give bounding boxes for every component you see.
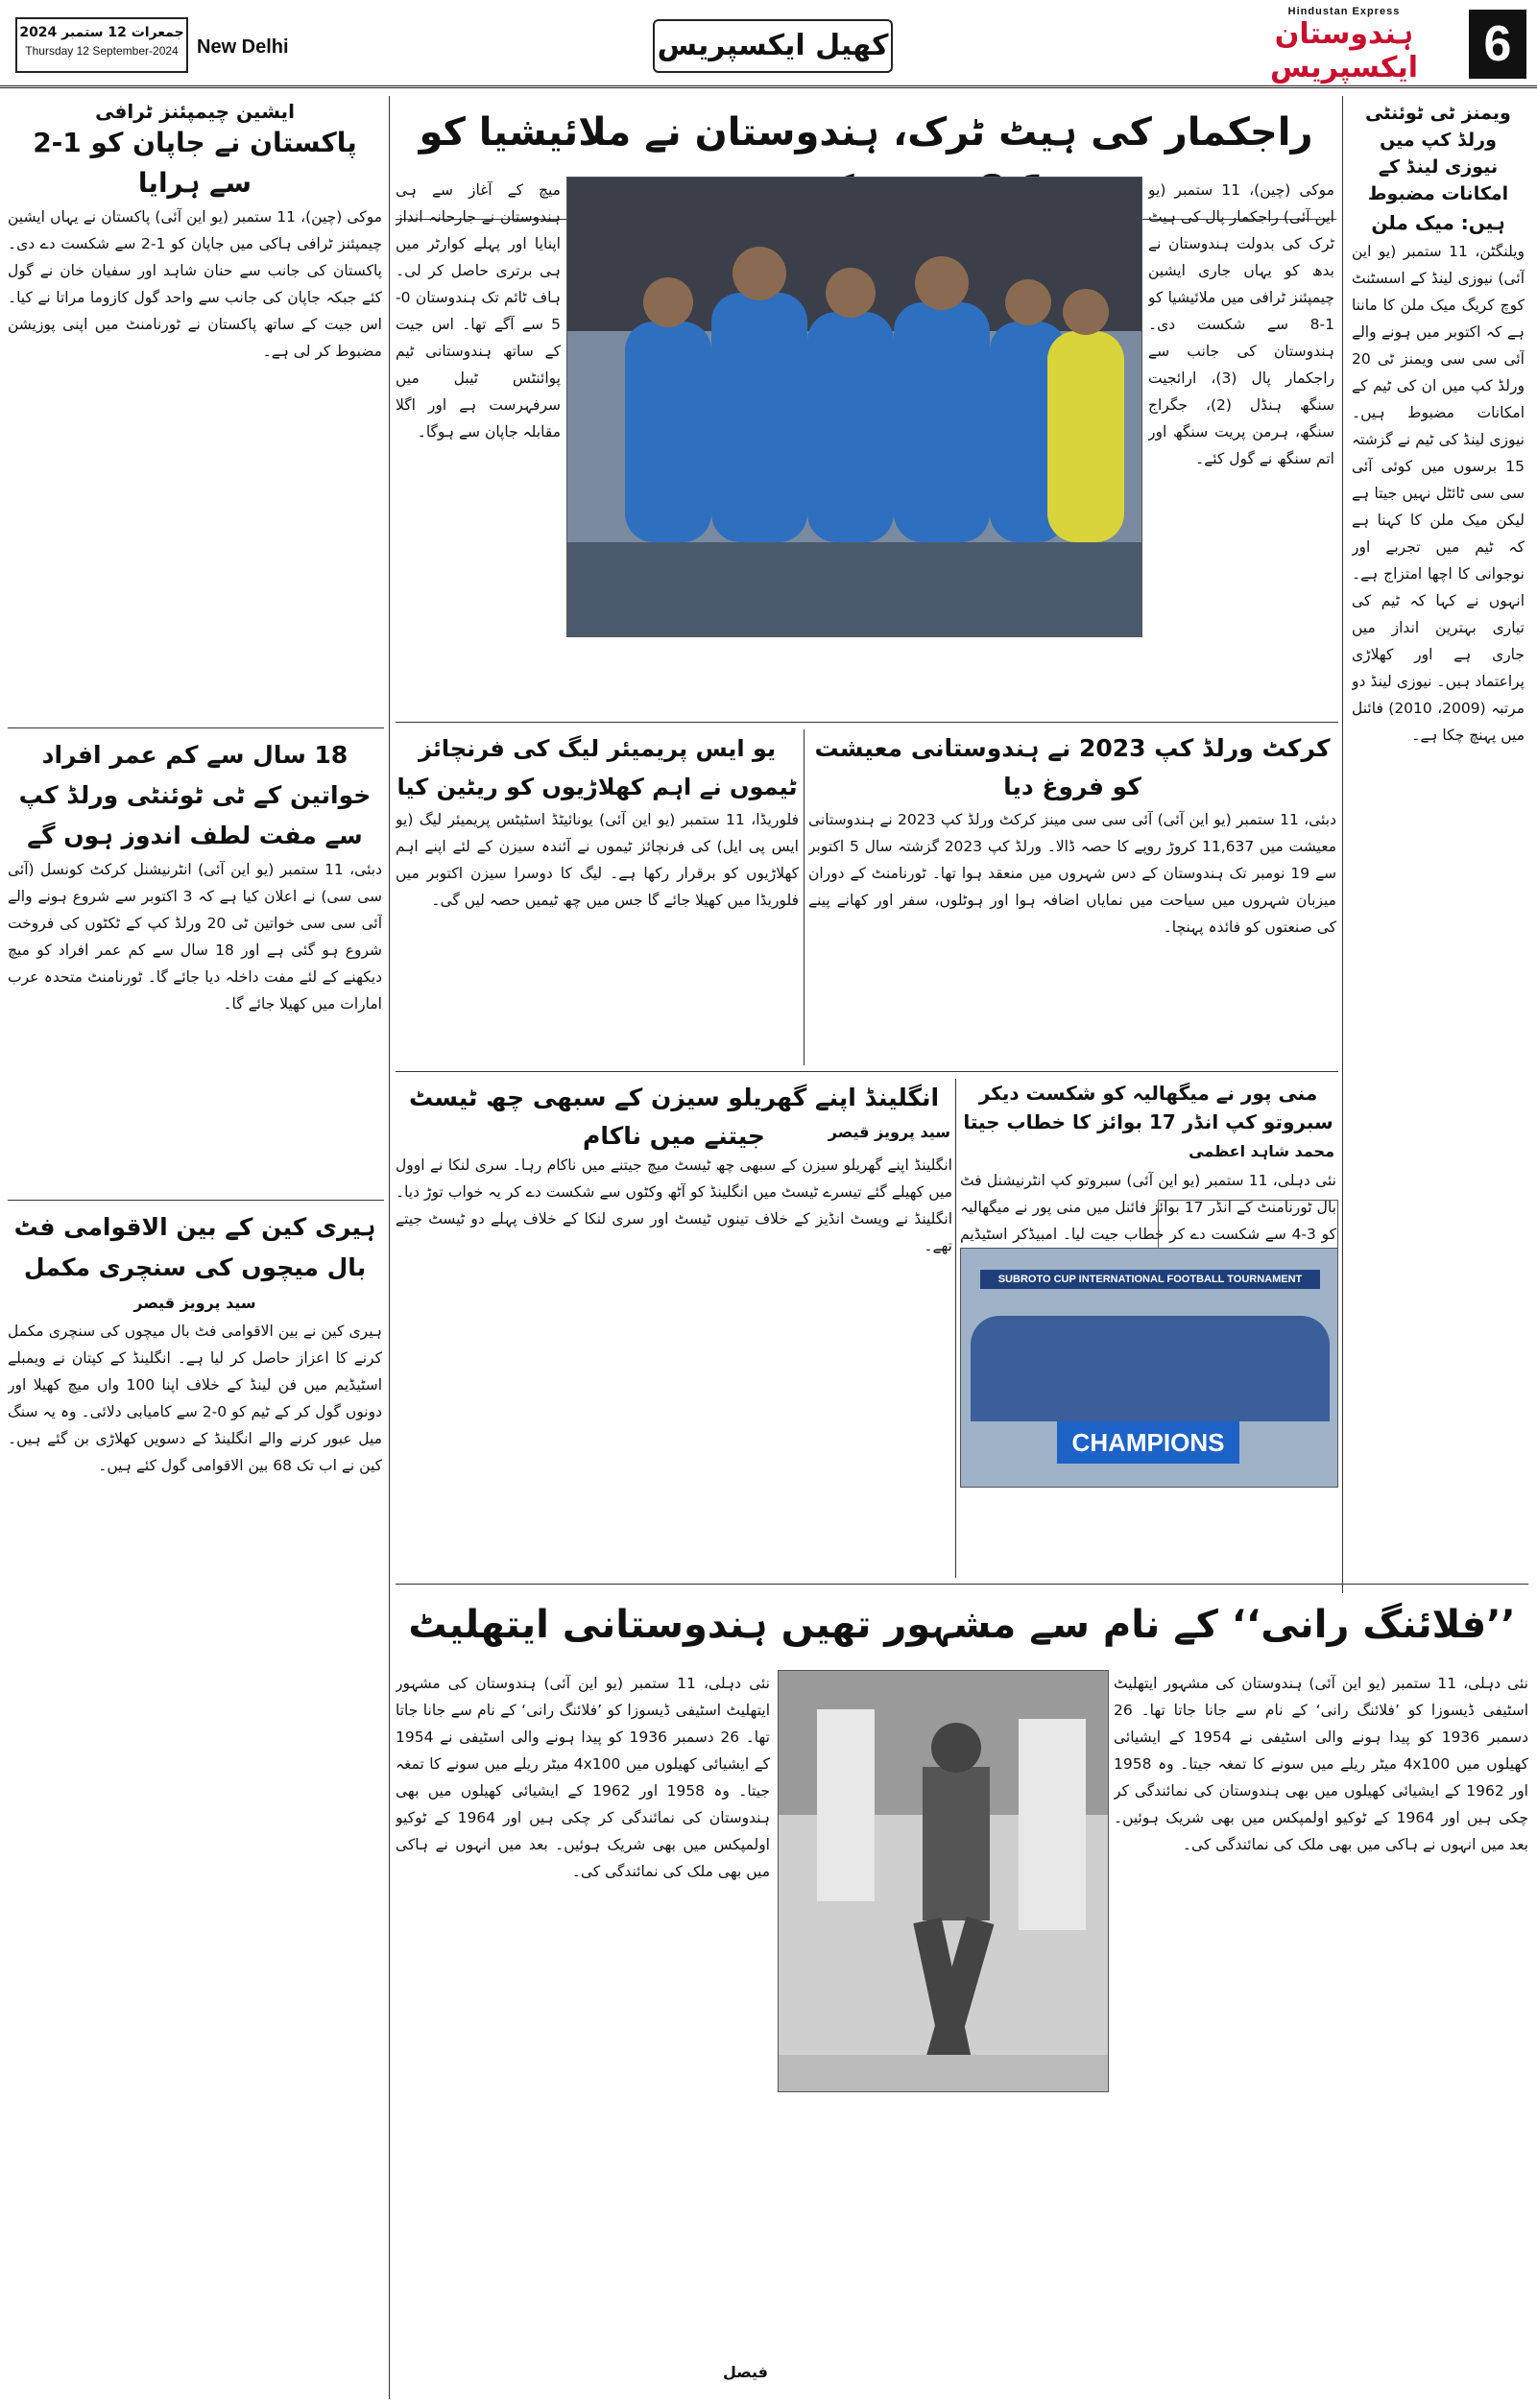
england-byline: سید پرویز قیصر — [828, 1123, 950, 1141]
hockey-photo-caption — [566, 641, 1142, 718]
womens-t20-bottom-rule — [8, 1200, 384, 1201]
womens-t20-headline: 18 سال سے کم عمر افراد خواتین کے ٹی ٹوئنٹی ورلڈ کپ سے مفت لطف اندوز ہوں گے — [18, 741, 372, 849]
cwc-usa-divider — [804, 729, 805, 1065]
asian-kicker: ایشین چیمپئنز ٹرافی — [95, 100, 295, 123]
date-english: Thursday 12 September-2024 — [25, 44, 179, 58]
column-rule-right — [1342, 96, 1343, 1593]
hockey-bottom-rule — [396, 722, 1338, 723]
asian-bottom-rule — [8, 727, 384, 728]
cwc-economy-body: دبئی، 11 ستمبر (یو این آئی) آئی سی سی مینز کرکٹ ورلڈ کپ 2023 نے ہندوستانی معیشت میں 11,637 کروڑ روپے کا حصہ ڈالا۔ ورلڈ کپ 2023 گزشتہ سال 5 اکتوبر سے 19 نومبر تک ہندوستان کے دس شہروں میں منعقد ہوا تھا۔ ٹورنامنٹ کے دوران میزبان شہروں میں سیاحت میں نمایاں اضافہ ہوا اور ہوٹلوں، سفر اور کھانے پینے کی صنعتوں کو فائدہ پہنچا۔ — [808, 811, 1336, 936]
subroto-photo-banner: SUBROTO CUP INTERNATIONAL FOOTBALL TOURNAMENT — [980, 1270, 1320, 1289]
womens-t20-body: دبئی، 11 ستمبر (یو این آئی) انٹرنیشنل کرکٹ کونسل (آئی سی سی) نے اعلان کیا ہے کہ 3 اکتوبر سے شروع ہونے والے آئی سی سی خواتین ٹی 20 ورلڈ کپ کے ٹکٹوں کی فروخت شروع ہو گئی ہے اور 18 سال سے کم عمر افراد کو میچ دیکھنے کے لئے مفت داخلہ دیا جائے گا۔ ٹورنامنٹ متحدہ عرب امارات میں کھیلا جائے گا۔ — [8, 861, 382, 1013]
subroto-headline: منی پور نے میگھالیہ کو شکست دیکر سبروتو کپ انڈر 17 بوائز کا خطاب جیتا — [963, 1082, 1333, 1133]
page-number: 6 — [1469, 10, 1526, 79]
hockey-headline: راجکمار کی ہیٹ ٹرک، ہندوستان نے ملائیشیا کو — [396, 104, 1336, 220]
subroto-team-photo — [960, 1248, 1338, 1488]
harry-kane-story — [8, 1207, 382, 2397]
section-title: کھیل ایکسپریس — [653, 19, 893, 73]
harry-kane-byline: سید پرویز قیصر — [133, 1294, 256, 1312]
logo-urdu-text: ہندوستان ایکسپریس — [1269, 17, 1419, 84]
logo — [1229, 6, 1459, 83]
hockey-players-image — [567, 178, 1142, 637]
column-rule-left — [389, 96, 390, 2399]
hockey-body-right: موکی (چین)، 11 ستمبر (یو این آئی) راجکمار پال کی ہیٹ ٹرک کی بدولت ہندوستان نے بدھ کو یہاں جاری ایشین چیمپئنز ٹرافی میں ملائیشیا کو 1-8 سے شکست دی۔ ہندوستان کی جانب سے راجکمار پال (3)، ارائجیت سنگھ ہنڈل (2)، جگراج سنگھ، ہرمن پریت سنگھ اور اتم سنگھ نے گول کئے۔ — [1148, 181, 1334, 467]
logo-small-text: Hindustan Express — [1287, 6, 1401, 17]
usa-league-story — [396, 729, 799, 1065]
stephie-byline: فیصل — [722, 2363, 768, 2381]
usa-league-headline: یو ایس پریمیئر لیگ کی فرنچائز ٹیموں نے اہم کھلاڑیوں کو ریٹین کیا — [396, 735, 798, 800]
usa-league-body: فلوریڈا، 11 ستمبر (یو این آئی) یونائیٹڈ اسٹیٹس پریمیئر لیگ (یو ایس پی ایل) کی فرنچائز ٹیموں نے آئندہ سیزن کے لئے اپنے اہم کھلاڑیوں کو برقرار رکھا ہے۔ لیگ کا دوسرا سیزن اکتوبر میں فلوریڈا میں کھیلا جائے گا جس میں چھ ٹیمیں حصہ لیں گی۔ — [396, 811, 799, 909]
date-urdu: جمعرات 12 ستمبر 2024 — [19, 25, 184, 40]
harry-kane-body: ہیری کین نے بین الاقوامی فٹ بال میچوں کی سنچری مکمل کرنے کا اعزاز حاصل کر لیا ہے۔ انگلینڈ کے کپتان نے ویمبلے اسٹیڈیم میں فن لینڈ کے خلاف اپنا 100 واں میچ کھیلا اور دونوں گول کر کے ٹیم کو 0-2 سے کامیابی دلائی۔ وہ یہ سنگ میل عبور کرنے والے انگلینڈ کے دسویں کھلاڑی بن گئے ہیں۔ کین نے اب تک 68 بین الاقوامی گول کئے ہیں۔ — [8, 1323, 382, 1474]
stephie-runner-image — [779, 1671, 1109, 2092]
harry-kane-headline: ہیری کین کے بین الاقوامی فٹ بال میچوں کی سنچری مکمل — [13, 1213, 376, 1281]
stephie-headline: ’’فلائنگ رانی‘‘ کے نام سے مشہور تھیں ہندوستانی ایتھلیٹ — [408, 1603, 1516, 1647]
masthead — [0, 0, 1537, 88]
date-box — [15, 17, 188, 73]
city-name: New Delhi — [197, 36, 289, 58]
england-body: انگلینڈ اپنے گھریلو سیزن کے سبھی چھ ٹیسٹ میچ جیتنے میں ناکام رہا۔ سری لنکا نے اوول میں کھیلے گئے تیسرے ٹیسٹ میں انگلینڈ کو آٹھ وکٹوں سے شکست دے کر یہ خواب توڑ دیا۔ انگلینڈ نے ویسٹ انڈیز کے خلاف تینوں ٹیسٹ اور سری لنکا کے خلاف پہلے دو ٹیسٹ جیتے تھے۔ — [396, 1156, 952, 1254]
mid-rule — [396, 1071, 1338, 1072]
subroto-players-row — [971, 1316, 1330, 1421]
nz-body: ویلنگٹن، 11 ستمبر (یو این آئی) نیوزی لینڈ کے اسسٹنٹ کوچ کریگ میک ملن کا ماننا ہے کہ اکتوبر میں ہونے والے آئی سی سی ویمنز ٹی 20 ورلڈ کپ میں ان کی ٹیم کے امکانات مضبوط ہیں۔ نیوزی لینڈ کی ٹیم نے گزشتہ 15 برسوں میں کوئی آئی سی سی ٹائٹل نہیں جیتا ہے لیکن میک ملن کا کہنا ہے کہ ٹیم میں تجربے اور نوجوانی کا اچھا امتزاج ہے۔ انہوں نے کہا کہ ٹیم کی تیاری بہترین انداز میں جاری ہے اور کھلاڑی پراعتماد ہیں۔ نیوزی لینڈ دو مرتبہ (2009، 2010) فائنل میں پہنچ چکا ہے۔ — [1352, 243, 1525, 744]
lower-rule — [396, 1584, 1528, 1585]
nz-headline: ویمنز ٹی ٹوئنٹی ورلڈ کپ میں نیوزی لینڈ کے امکانات مضبوط — [1365, 103, 1511, 204]
subroto-champions-sign: CHAMPIONS — [1057, 1421, 1239, 1464]
subroto-byline: محمد شاہد اعظمی — [1189, 1142, 1334, 1160]
cwc-economy-headline: کرکٹ ورلڈ کپ 2023 نے ہندوستانی معیشت کو فروغ دیا — [814, 734, 1331, 800]
subroto-body: نئی دہلی، 11 ستمبر (یو این آئی) سبروتو کپ انٹرنیشنل فٹ بال ٹورنامنٹ کے انڈر 17 بوائز فائنل میں منی پور نے میگھالیہ کو 3-4 سے شکست دے کر خطاب جیت لیا۔ امبیڈکر اسٹیڈیم — [960, 1172, 1336, 1243]
nz-story — [1352, 100, 1525, 1578]
stephie-body-mid: نئی دہلی، 11 ستمبر (یو این آئی) ہندوستان کی مشہور ایتھلیٹ اسٹیفی ڈیسوزا کو ’فلائنگ رانی‘ کے نام سے جانا جاتا تھا۔ 26 دسمبر 1936 کو پیدا ہونے والی اسٹیفی نے 1954 کے ایشیائی کھیلوں میں 4x100 میٹر ریلے میں سونے کا تمغہ جیتا۔ وہ 1958 اور 1962 کے ایشیائی کھیلوں میں بھی ہندوستان کی نمائندگی کر چکی ہیں اور 1964 کے ٹوکیو اولمپکس میں بھی شریک ہوئیں۔ بعد میں انہوں نے ہاکی میں بھی ملک کی نمائندگی کی۔ — [396, 1675, 770, 1880]
hockey-photo — [566, 177, 1142, 637]
womens-t20-story — [8, 735, 382, 1196]
stephie-body-right: نئی دہلی، 11 ستمبر (یو این آئی) ہندوستان کی مشہور ایتھلیٹ اسٹیفی ڈیسوزا کو ’فلائنگ رانی‘ کے نام سے جانا جاتا تھا۔ 26 دسمبر 1936 کو پیدا ہونے والی اسٹیفی نے 1954 کے ایشیائی کھیلوں میں 4x100 میٹر ریلے میں سونے کا تمغہ جیتا۔ وہ 1958 اور 1962 کے ایشیائی کھیلوں میں بھی ہندوستان کی نمائندگی کر چکی ہیں اور 1964 کے ٹوکیو اولمپکس میں بھی شریک ہوئیں۔ بعد میں انہوں نے ہاکی میں بھی ملک کی نمائندگی کی۔ — [1114, 1675, 1528, 1853]
asian-headline: پاکستان نے جاپان کو 1-2 سے ہرایا — [33, 127, 357, 199]
asian-body: موکی (چین)، 11 ستمبر (یو این آئی) پاکستان نے یہاں ایشین چیمپئنز ٹرافی ہاکی میں جاپان کو 1-2 سے شکست دے دی۔ پاکستان کی جانب سے حنان شاہد اور سفیان خان نے گول کئے جبکہ جاپان کی جانب سے واحد گول کازوما مراتا نے کیا۔ اس جیت کے ساتھ پاکستان نے ٹورنامنٹ میں اپنی پوزیشن مضبوط کر لی ہے۔ — [8, 208, 382, 360]
england-headline: انگلینڈ اپنے گھریلو سیزن کے سبھی چھ ٹیسٹ جیتنے میں ناکام — [408, 1084, 940, 1150]
nz-byline: ہیں: میک ملن — [1371, 211, 1505, 234]
asian-story — [8, 100, 382, 724]
hockey-body-left: میچ کے آغاز سے ہی ہندوستان نے جارحانہ انداز اپنایا اور پہلے کوارٹر میں ہی برتری حاصل کر لی۔ ہاف ٹائم تک ہندوستان 0-5 سے آگے تھا۔ اس جیت کے ساتھ ہندوستانی ٹیم پوائنٹس ٹیبل میں سرفہرست ہے اور اگلا مقابلہ جاپان سے ہوگا۔ — [396, 181, 561, 441]
stephie-photo — [778, 1670, 1109, 2092]
england-subroto-divider — [955, 1079, 956, 1578]
cwc-economy-story — [808, 729, 1336, 1065]
